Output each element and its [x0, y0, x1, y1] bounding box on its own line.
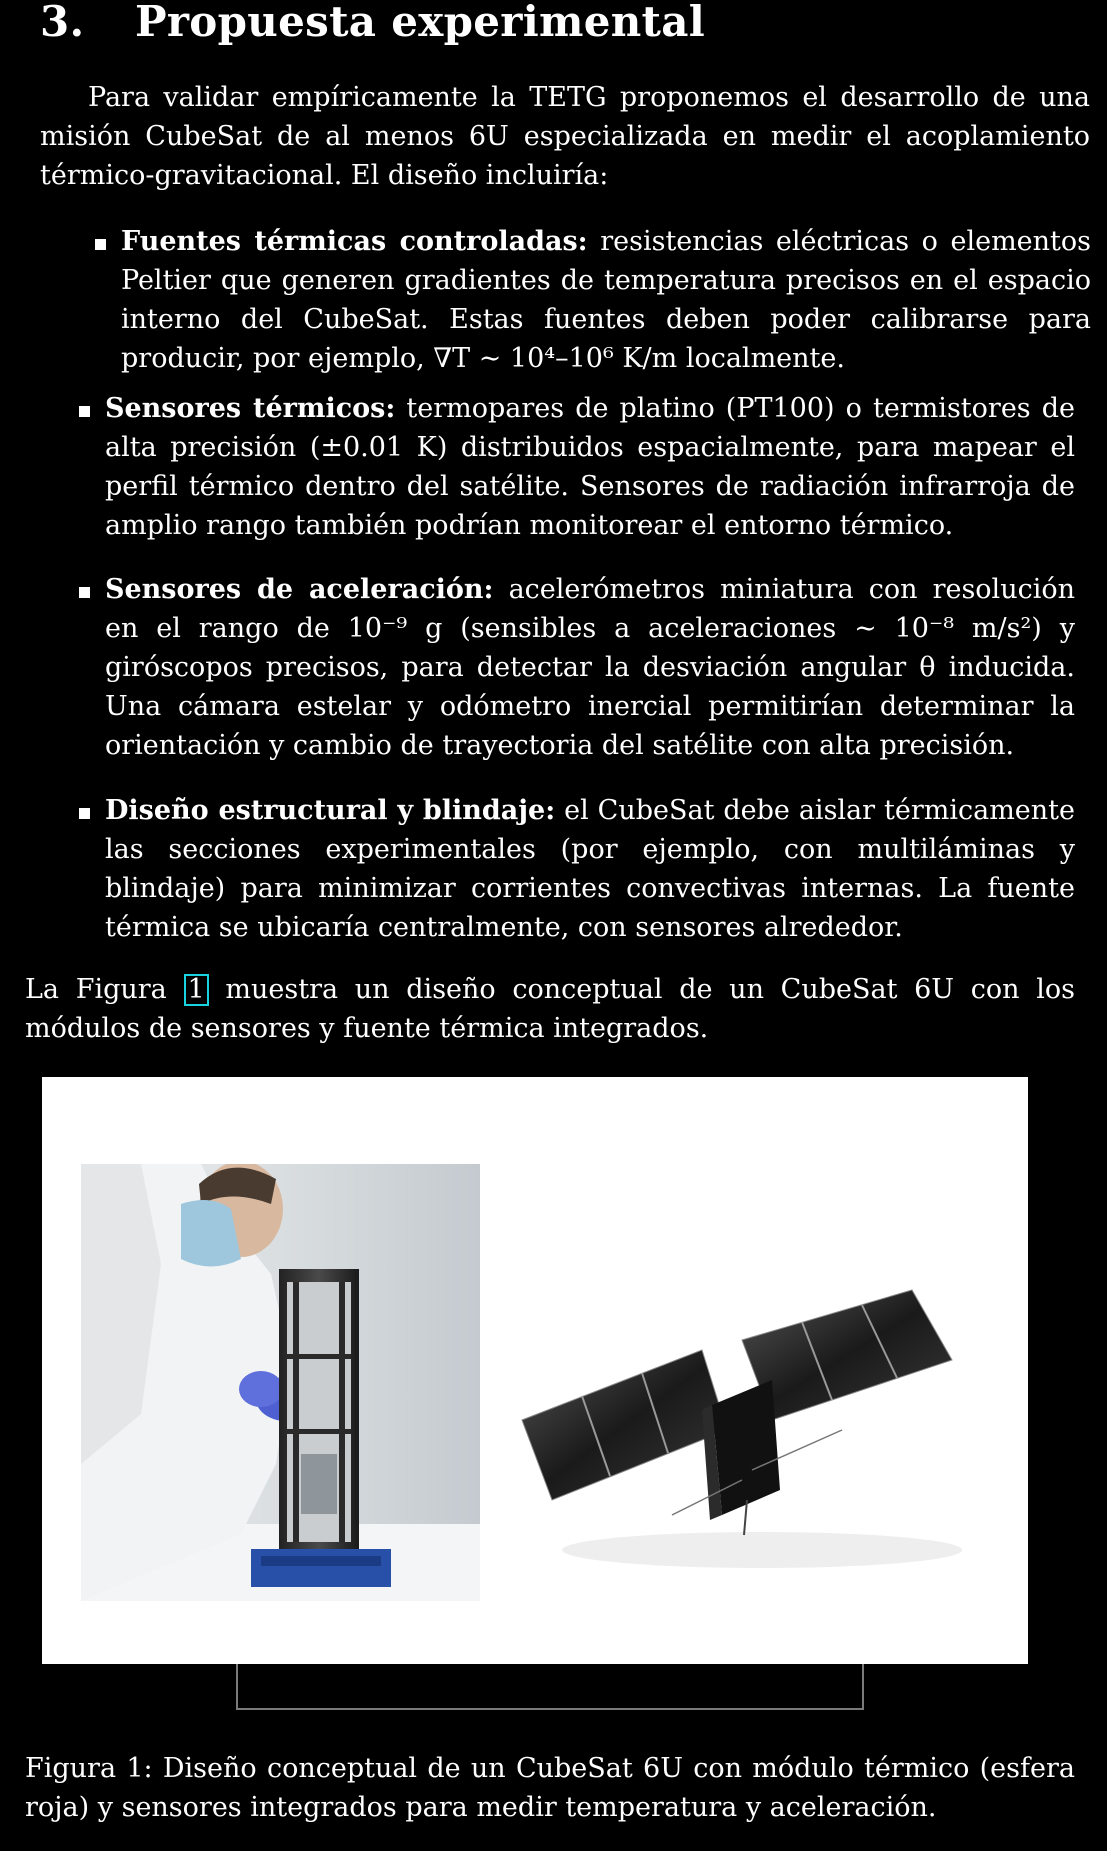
- list-item-thermal-sources: [121, 222, 1091, 378]
- item-heading: Sensores térmicos:: [105, 393, 396, 424]
- item-heading: Sensores de aceleración:: [105, 574, 494, 605]
- bullet-square-icon: [79, 587, 90, 598]
- item-heading: Fuentes térmicas controladas:: [121, 226, 588, 257]
- section-heading: [40, 0, 705, 44]
- item-text: acelerómetros miniatura con resolución en el rango de 10⁻⁹ g (sensibles a aceleraciones ∼ 10⁻⁸ m/s²) y giróscopos precisos, para detectar la desviación angular θ inducida. Una cámara estelar y odómetro inercial permitirían determinar la orientación y cambio de trayectoria del satélite con alta precisión.: [105, 574, 1075, 761]
- item-heading: Diseño estructural y blindaje:: [105, 795, 556, 826]
- cubesat-lab-photo: [81, 1164, 480, 1601]
- bullet-square-icon: [79, 406, 90, 417]
- figure-caption: Figura 1: Diseño conceptual de un CubeSat 6U con módulo térmico (esfera roja) y sensores integrados para medir temperatura y aceleración.: [25, 1753, 1075, 1823]
- list-item-structural-design: [105, 791, 1075, 947]
- bullet-square-icon: [79, 808, 90, 819]
- item-text: resistencias eléctricas o elementos Peltier que generen gradientes de temperatura precisos en el espacio interno del CubeSat. Estas fuentes deben poder calibrarse para producir, por ejemplo, ∇T ∼ 10⁴–10⁶ K/m localmente.: [121, 226, 1092, 374]
- section-number: 3.: [40, 0, 85, 46]
- list-item-acceleration-sensors: [105, 570, 1075, 765]
- list-item-thermal-sensors: [105, 389, 1075, 545]
- figure-ref-link[interactable]: 1: [184, 974, 209, 1006]
- item-text: el CubeSat debe aislar térmicamente las secciones experimentales (por ejemplo, con multiláminas y blindaje) para minimizar corrientes convectivas internas. La fuente térmica se ubicaría centralmente, con sensores alrededor.: [105, 795, 1075, 943]
- lab-photo-illustration: [81, 1164, 480, 1601]
- cubesat-render-image: [512, 1230, 992, 1610]
- intro-paragraph: Para validar empíricamente la TETG proponemos el desarrollo de una misión CubeSat de al menos 6U especializada en medir el acoplamiento térmico-gravitacional. El diseño incluiría:: [40, 82, 1090, 191]
- bullet-square-icon: [95, 239, 106, 250]
- section-title-text: Propuesta experimental: [135, 0, 706, 46]
- para-text-before: La Figura: [25, 974, 184, 1005]
- item-text: termopares de platino (PT100) o termistores de alta precisión (±0.01 K) distribuidos espacialmente, para mapear el perfil térmico dentro del satélite. Sensores de radiación infrarroja de amplio rango también podrían monitorear el entorno térmico.: [105, 393, 1075, 541]
- para-text-after: muestra un diseño conceptual de un CubeSat 6U con los módulos de sensores y fuente térmica integrados.: [25, 974, 1075, 1044]
- satellite-illustration: [512, 1230, 992, 1610]
- figure-reference-paragraph: [25, 970, 1075, 1048]
- figure-panel: [42, 1077, 1028, 1664]
